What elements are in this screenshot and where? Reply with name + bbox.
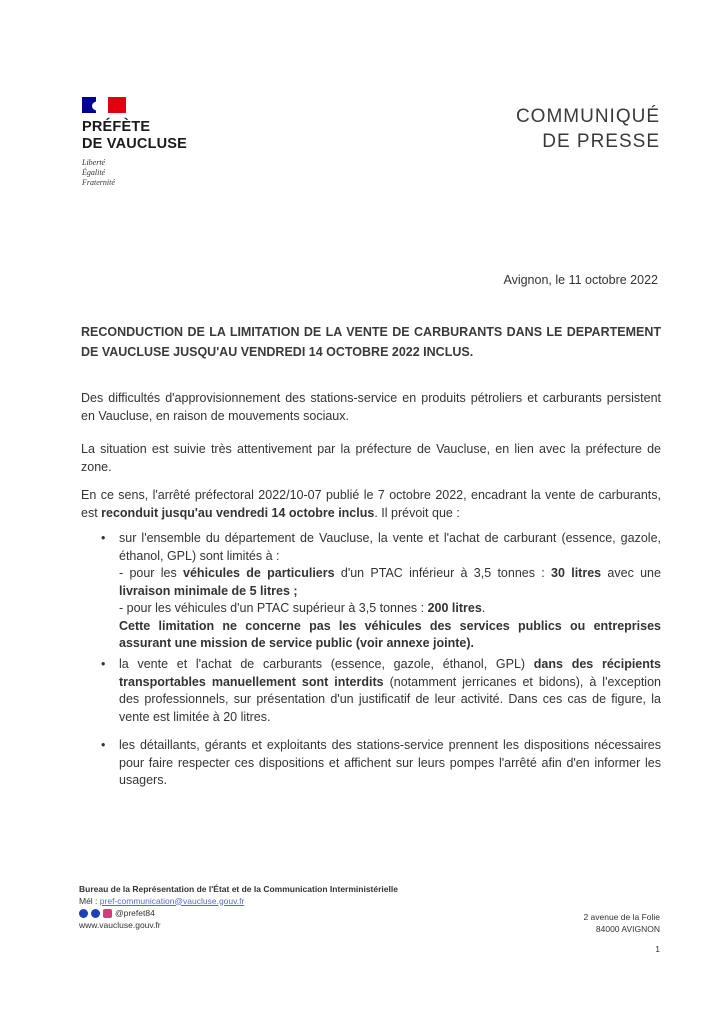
facebook-icon[interactable] [91, 909, 100, 918]
paragraph-3-text: En ce sens, l'arrêté préfectoral 2022/10-07 publié le 7 octobre 2022, encadrant la vente de carburants, est [81, 488, 661, 520]
paragraph-3-end: . Il prévoit que : [374, 505, 460, 520]
text-span: - pour les [119, 566, 184, 580]
republic-motto [82, 158, 242, 188]
motto-fraternite: Fraternité [82, 178, 115, 187]
prefecture-logo [82, 97, 242, 188]
headline: RECONDUCTION DE LA LIMITATION DE LA VENTE DE CARBURANTS DANS LE DEPARTEMENT DE VAUCLUSE JUSQU'AU VENDREDI 14 OCTOBRE 2022 INCLUS. [81, 325, 661, 359]
text-span: avec une [601, 566, 661, 580]
bullet-icon: • [101, 738, 106, 752]
bullet-icon: • [101, 657, 106, 671]
text-span-bold: dans des récipients transportables manuellement sont interdits [119, 657, 662, 689]
paragraph-1: Des difficultés d'approvisionnement des stations-service en produits pétroliers et carburants persistent en Vaucluse, en raison de mouvements sociaux. [81, 391, 661, 423]
paragraph-3-emphasis: reconduit jusqu'au vendredi 14 octobre inclus [101, 505, 375, 520]
mail-link[interactable]: pref-communication@vaucluse.gouv.fr [99, 895, 245, 906]
paragraph-3 [81, 487, 661, 522]
marianne-flag-icon [82, 97, 126, 113]
prefecture-name-line1: PRÉFÈTE [82, 119, 151, 135]
text-span: (notamment jerricanes et bidons), à l'exception des professionnels, sur présentation d'un justificatif de leur activité. Dans ces cas de figure, la vente est limitée à 20 litres. [119, 674, 661, 724]
mail-label: Mél : [79, 895, 100, 906]
motto-egalite: Égalité [82, 168, 106, 177]
measure-1-heavy-vehicles [119, 600, 661, 618]
text-span-bold: livraison minimale de 5 litres ; [119, 583, 298, 598]
list-item [81, 737, 661, 790]
social-handle: @prefet84 [115, 908, 155, 918]
measure-1-exception: Cette limitation ne concerne pas les véhicules des services publics ou entreprises assurant une mission de service public (voir annexe jointe). [119, 618, 661, 650]
list-item [81, 530, 661, 653]
social-links [79, 908, 398, 920]
footer-office: Bureau de la Représentation de l'État et de la Communication Interministérielle [79, 884, 398, 894]
twitter-icon[interactable] [79, 909, 88, 918]
text-span-bold: 200 litres [427, 601, 482, 615]
paragraph-2: La situation est suivie très attentivement par la préfecture de Vaucluse, en lien avec la préfecture de zone. [81, 442, 661, 474]
text-span: la vente et l'achat de carburants (essence, gazole, éthanol, GPL) [119, 657, 534, 671]
prefecture-name [82, 119, 242, 153]
bullet-icon: • [101, 531, 106, 545]
footer-mail [79, 896, 398, 908]
address-line2: 84000 AVIGNON [595, 923, 660, 934]
text-span-bold: véhicules de particuliers [183, 566, 335, 580]
address-line1: 2 avenue de la Folie [583, 912, 660, 922]
text-span-bold: 30 litres [551, 566, 602, 580]
text-span: d'un PTAC inférieur à 3,5 tonnes : [334, 566, 552, 580]
prefecture-name-line2: DE VAUCLUSE [82, 136, 188, 152]
motto-liberte: Liberté [82, 158, 106, 167]
measure-1-intro: sur l'ensemble du département de Vaucluse, la vente et l'achat de carburant (essence, gazole, éthanol, GPL) sont limités à : [119, 531, 661, 563]
measure-1-light-vehicles [119, 565, 661, 600]
footer-address [583, 912, 660, 935]
text-span: . [481, 601, 486, 615]
website-link[interactable]: www.vaucluse.gouv.fr [79, 919, 161, 930]
instagram-icon[interactable] [103, 909, 112, 918]
page-number: 1 [655, 944, 660, 954]
doc-type-line2: DE PRESSE [542, 131, 660, 152]
footer-contact [79, 884, 398, 931]
doc-type-line1: COMMUNIQUÉ [515, 106, 660, 127]
measure-2-text [119, 656, 661, 726]
release-date: Avignon, le 11 octobre 2022 [503, 273, 658, 287]
list-item [81, 656, 661, 726]
measure-3-text: les détaillants, gérants et exploitants des stations-service prennent les dispositions nécessaires pour faire respecter ces dispositions et affichent sur leurs pompes l'arrêté afin d'en informer les usagers. [119, 738, 661, 787]
text-span: - pour les véhicules d'un PTAC supérieur à 3,5 tonnes : [119, 601, 428, 615]
document-type-title [516, 104, 660, 154]
